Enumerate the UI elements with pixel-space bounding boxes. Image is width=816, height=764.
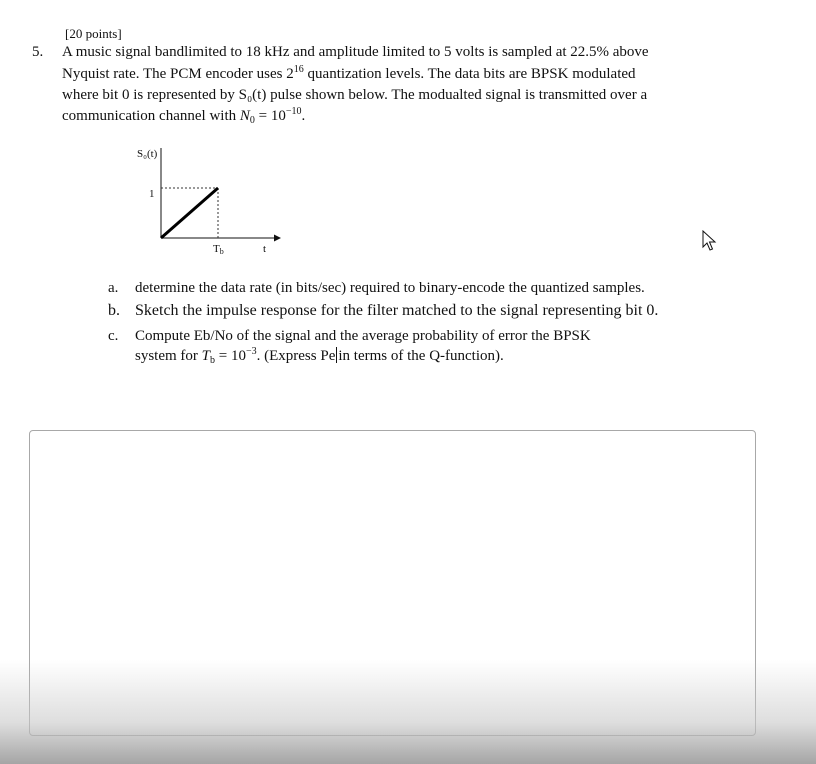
subpart-b-label: b. (108, 302, 120, 319)
x-tick-label: Tb (213, 243, 224, 256)
subpart-a-label: a. (108, 280, 119, 296)
subpart-c (108, 326, 591, 346)
subpart-a-text: determine the data rate (in bits/sec) required to binary-encode the quantized samples. (135, 280, 645, 296)
subpart-b (108, 301, 658, 321)
subpart-b-text: Sketch the impulse response for the filter matched to the signal representing bit 0. (135, 302, 659, 319)
question-line-4: communication channel with $N_0 = 10^{-10}$. (62, 106, 306, 126)
subpart-a (108, 278, 645, 298)
subpart-c-text: Compute Eb/No of the signal and the average probability of error the BPSK (135, 328, 591, 344)
y-axis-label: S₀(t) (137, 148, 158, 160)
answer-textarea[interactable] (29, 430, 756, 736)
question-line-2: Nyquist rate. The PCM encoder uses $2^{16}$ quantization levels. The data bits are BPSK modulated (62, 64, 636, 82)
question-number: 5. (32, 44, 44, 60)
mouse-pointer-icon (702, 230, 718, 252)
subpart-c-continuation: system for $T_b = 10^{-3}$. (Express Pe in terms of the Q-function). (135, 346, 504, 366)
points-label: [20 points] (65, 26, 122, 41)
y-tick-label: 1 (149, 188, 155, 200)
question-line-1: A music signal bandlimited to 18 kHz and amplitude limited to 5 volts is sampled at 22.5% above (62, 44, 649, 60)
x-axis-label: t (263, 243, 267, 255)
pulse-ramp (161, 188, 218, 238)
x-axis-arrow (274, 235, 281, 242)
pulse-graph (120, 138, 300, 263)
question-line-3: where bit 0 is represented by S₀(t) pulse shown below. The modualted signal is transmitted over a (62, 87, 648, 103)
subpart-c-label: c. (108, 328, 119, 344)
